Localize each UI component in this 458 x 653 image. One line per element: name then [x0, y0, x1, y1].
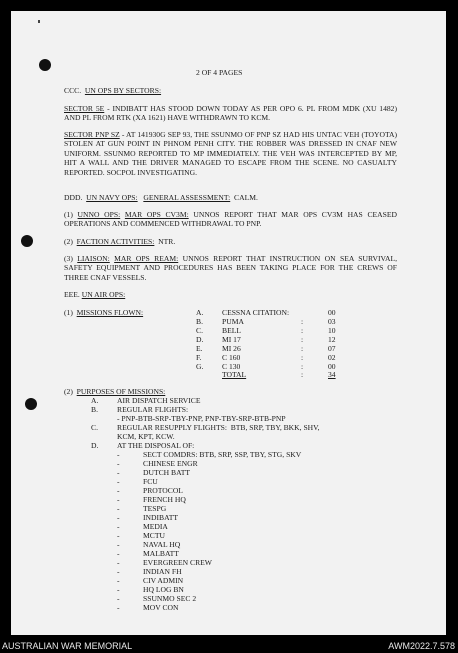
mission-colon: : — [301, 344, 304, 353]
list-dash: - — [117, 549, 120, 558]
missions-total-label: TOTAL — [222, 370, 247, 379]
disposal-item: PROTOCOL — [143, 486, 183, 495]
list-dash: - — [117, 513, 120, 522]
disposal-item: MEDIA — [143, 522, 168, 531]
disposal-item: TESPG — [143, 504, 167, 513]
purpose-letter: D. — [91, 441, 99, 450]
navy-para-1: (1) UNNO OPS: MAR OPS CV3M: UNNOS REPORT THAT MAR OPS CV3M HAS CEASED OPERATIONS AND COMMENCED WITHDRAWAL TO PNP. — [64, 210, 397, 229]
mission-count: 02 — [328, 353, 336, 362]
mission-colon: : — [301, 317, 304, 326]
disposal-item: MOV CON — [143, 603, 179, 612]
sector-5e-paragraph: SECTOR 5E - INDIBATT HAS STOOD DOWN TODAY AS PER OPO 6. PL FROM MDK (XU 1482) AND PL FROM RTK (XA 1621) HAVE WITHDRAWN TO KCM. — [64, 104, 398, 123]
purposes-heading: (2) PURPOSES OF MISSIONS: — [64, 387, 166, 396]
list-dash: - — [117, 522, 120, 531]
mission-letter: B. — [196, 317, 203, 326]
punch-hole — [39, 59, 51, 71]
mission-colon: : — [301, 370, 304, 379]
navy-para-3: (3) LIAISON: MAR OPS REAM: UNNOS REPORT THAT INSTRUCTION ON SEA SURVIVAL, SAFETY EQUIPMENT AND PROCEDURES HAS BEEN TAKING PLACE FOR THE CREWS OF THREE CNAF VESSELS. — [64, 254, 398, 282]
mission-aircraft: MI 17 — [222, 335, 241, 344]
mission-aircraft: C 130 — [222, 362, 241, 371]
mission-count: 12 — [328, 335, 336, 344]
list-dash: - — [117, 504, 120, 513]
mission-aircraft: PUMA — [222, 317, 244, 326]
section-eee-heading: EEE. UN AIR OPS: — [64, 290, 126, 299]
list-dash: - — [117, 594, 120, 603]
disposal-item: CIV ADMIN — [143, 576, 184, 585]
mission-colon: : — [301, 326, 304, 335]
list-dash: - — [117, 576, 120, 585]
footer-source: AUSTRALIAN WAR MEMORIAL — [2, 641, 133, 651]
purpose-c-line2: KCM, KPT, KCW. — [117, 432, 175, 441]
ink-mark — [38, 20, 40, 23]
mission-letter: D. — [196, 335, 204, 344]
mission-count: 00 — [328, 308, 336, 317]
mission-colon: : — [301, 353, 304, 362]
list-dash: - — [117, 603, 120, 612]
list-dash: - — [117, 468, 120, 477]
disposal-item: EVERGREEN CREW — [143, 558, 212, 567]
mission-letter: E. — [196, 344, 203, 353]
punch-hole — [21, 235, 33, 247]
disposal-item: MALBATT — [143, 549, 179, 558]
disposal-item: SECT COMDRS: BTB, SRP, SSP, TBY, STG, SKV — [143, 450, 302, 459]
list-dash: - — [117, 477, 120, 486]
list-dash: - — [117, 486, 120, 495]
disposal-item: INDIBATT — [143, 513, 179, 522]
missions-flown-label: (1) MISSIONS FLOWN: — [64, 308, 144, 317]
list-dash: - — [117, 558, 120, 567]
page-number: 2 OF 4 PAGES — [196, 68, 243, 77]
mission-count: 07 — [328, 344, 336, 353]
mission-letter: F. — [196, 353, 202, 362]
mission-letter: C. — [196, 326, 203, 335]
list-dash: - — [117, 540, 120, 549]
mission-count: 00 — [328, 362, 336, 371]
list-dash: - — [117, 495, 120, 504]
mission-aircraft: BELL — [222, 326, 241, 335]
purpose-letter: B. — [91, 405, 98, 414]
sector-pnp-paragraph: SECTOR PNP SZ - AT 141930G SEP 93, THE SSUNMO OF PNP SZ HAD HIS UNTAC VEH (TOYOTA) STOLEN AT GUN POINT IN PHNOM PENH CITY. THE ROBBER WAS DRESSED IN CNAF NEW UNIFORM. SSUNMO REPORTED TO MP IMMEDIATELY. THE VEH WAS INTERCEPTED BY MP, HIT A WALL AND THE DRIVER MANAGED TO ESCAPE FROM THE SCENE. NO CASUALTY REPORTED. SOCPOL INVESTIGATING. — [64, 130, 397, 177]
purpose-d: AT THE DISPOSAL OF: — [117, 441, 195, 450]
disposal-item: INDIAN FH — [143, 567, 182, 576]
disposal-item: NAVAL HQ — [143, 540, 181, 549]
section-ddd-heading: DDD. UN NAVY OPS: GENERAL ASSESSMENT: CALM. — [64, 193, 258, 202]
disposal-item: FRENCH HQ — [143, 495, 186, 504]
list-dash: - — [117, 450, 120, 459]
list-dash: - — [117, 531, 120, 540]
purpose-a: AIR DISPATCH SERVICE — [117, 396, 201, 405]
mission-count: 10 — [328, 326, 336, 335]
punch-hole — [25, 398, 37, 410]
navy-para-2: (2) FACTION ACTIVITIES: NTR. — [64, 237, 176, 246]
purpose-letter: C. — [91, 423, 98, 432]
mission-aircraft: C 160 — [222, 353, 241, 362]
missions-total-value: 34 — [328, 370, 336, 379]
disposal-item: HQ LOG BN — [143, 585, 184, 594]
mission-colon: : — [301, 362, 304, 371]
list-dash: - — [117, 585, 120, 594]
mission-count: 03 — [328, 317, 336, 326]
disposal-item: CHINESE ENGR — [143, 459, 198, 468]
mission-letter: G. — [196, 362, 204, 371]
list-dash: - — [117, 459, 120, 468]
mission-aircraft: MI 26 — [222, 344, 241, 353]
mission-letter: A. — [196, 308, 204, 317]
purpose-letter: A. — [91, 396, 99, 405]
purpose-c-line1: REGULAR RESUPPLY FLIGHTS: BTB, SRP, TBY, BKK, SHV, — [117, 423, 320, 432]
footer-accession-id: AWM2022.7.578 — [388, 641, 455, 651]
regular-flights-routes: - PNP-BTB-SRP-TBY-PNP, PNP-TBY-SRP-BTB-PNP — [117, 414, 286, 423]
section-ccc-heading: CCC. UN OPS BY SECTORS: — [64, 86, 162, 95]
purpose-b: REGULAR FLIGHTS: — [117, 405, 189, 414]
disposal-item: DUTCH BATT — [143, 468, 191, 477]
mission-colon: : — [301, 335, 304, 344]
disposal-item: MCTU — [143, 531, 165, 540]
disposal-item: SSUNMO SEC 2 — [143, 594, 197, 603]
list-dash: - — [117, 567, 120, 576]
disposal-item: FCU — [143, 477, 158, 486]
mission-aircraft: CESSNA CITATION: — [222, 308, 290, 317]
